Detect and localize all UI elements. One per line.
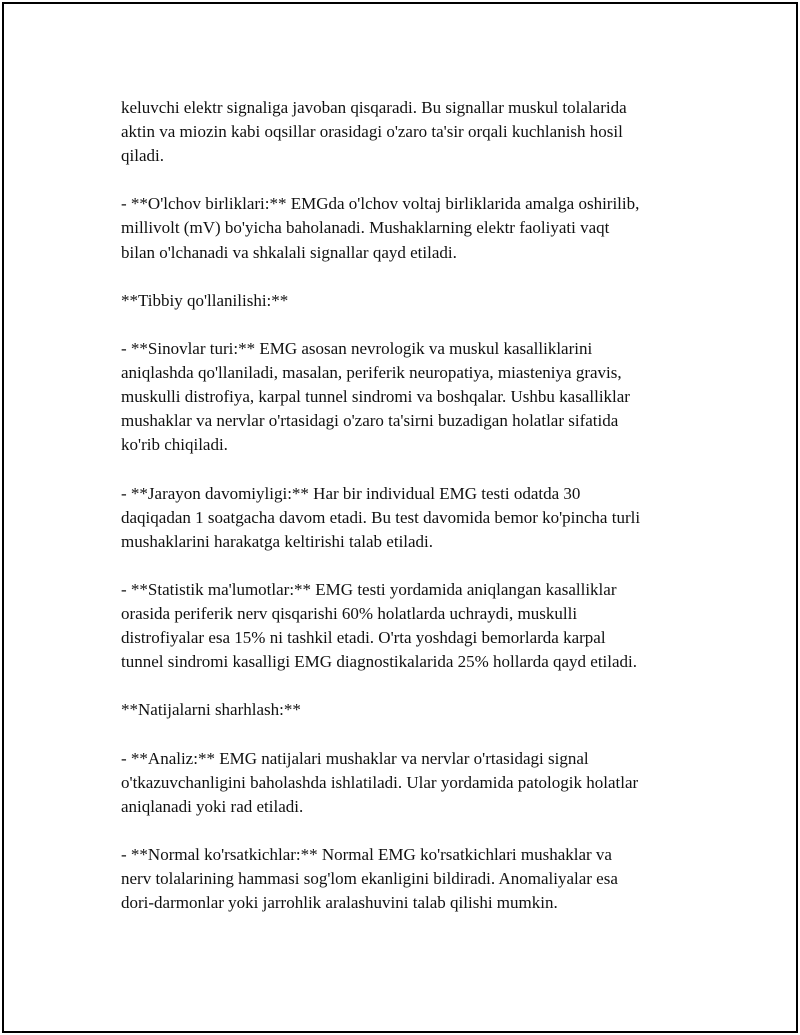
paragraph-statistics: - **Statistik ma'lumotlar:** EMG testi yordamida aniqlangan kasalliklar orasida periferik nerv qisqarishi 60% holatlarda uchraydi, muskulli distrofiyalar esa 15% ni tashkil etadi. O'rta yoshdagi bemorlarda karpal tunnel sindromi kasalligi EMG diagnostikalarida 25% hollarda qayd etiladi. xyxy=(121,579,638,672)
page-frame xyxy=(2,2,798,1033)
paragraph-normal-values: - **Normal ko'rsatkichlar:** Normal EMG ko'rsatkichlari mushaklar va nerv tolalarining hammasi sog'lom ekanligini bildiradi. Anomaliyalar esa dori-darmonlar yoki jarrohlik aralashuvini talab qilishi mumkin. xyxy=(121,844,618,913)
heading-interpretation: **Natijalarni sharhlash:** xyxy=(121,700,301,720)
paragraph-test-types: - **Sinovlar turi:** EMG asosan nevrologik va muskul kasalliklarini aniqlashda qo'llaniladi, masalan, periferik neuropatiya, miasteniya gravis, muskulli distrofiya, karpal tunnel sindromi va boshqalar. Ushbu kasalliklar mushaklar va nervlar o'rtasidagi o'zaro ta'sirni buzadigan holatlar sifatida ko'rib chiqiladi. xyxy=(121,338,630,455)
paragraph-duration: - **Jarayon davomiyligi:** Har bir individual EMG testi odatda 30 daqiqadan 1 soatgacha davom etadi. Bu test davomida bemor ko'pincha turli mushaklarini harakatga keltirishi talab etiladi. xyxy=(121,483,641,551)
heading-medical-use: **Tibbiy qo'llanilishi:** xyxy=(121,290,289,310)
paragraph-units: - **O'lchov birliklari:** EMGda o'lchov voltaj birliklarida amalga oshirilib, millivolt (mV) bo'yicha baholanadi. Mushaklarning elektr faoliyati vaqt bilan o'lchanadi va shkalali signallar qayd etiladi. xyxy=(121,194,640,262)
paragraph-analysis: - **Analiz:** EMG natijalari mushaklar va nervlar o'rtasidagi signal o'tkazuvchanligini baholashda ishlatiladi. Ular yordamida patologik holatlar aniqlanadi yoki rad etiladi. xyxy=(121,748,639,816)
document-body xyxy=(121,96,711,939)
paragraph-muscle-signal: keluvchi elektr signaliga javoban qisqaradi. Bu signallar muskul tolalarida aktin va miozin kabi oqsillar orasidagi o'zaro ta'sir orqali kuchlanish hosil qiladi. xyxy=(121,98,627,166)
